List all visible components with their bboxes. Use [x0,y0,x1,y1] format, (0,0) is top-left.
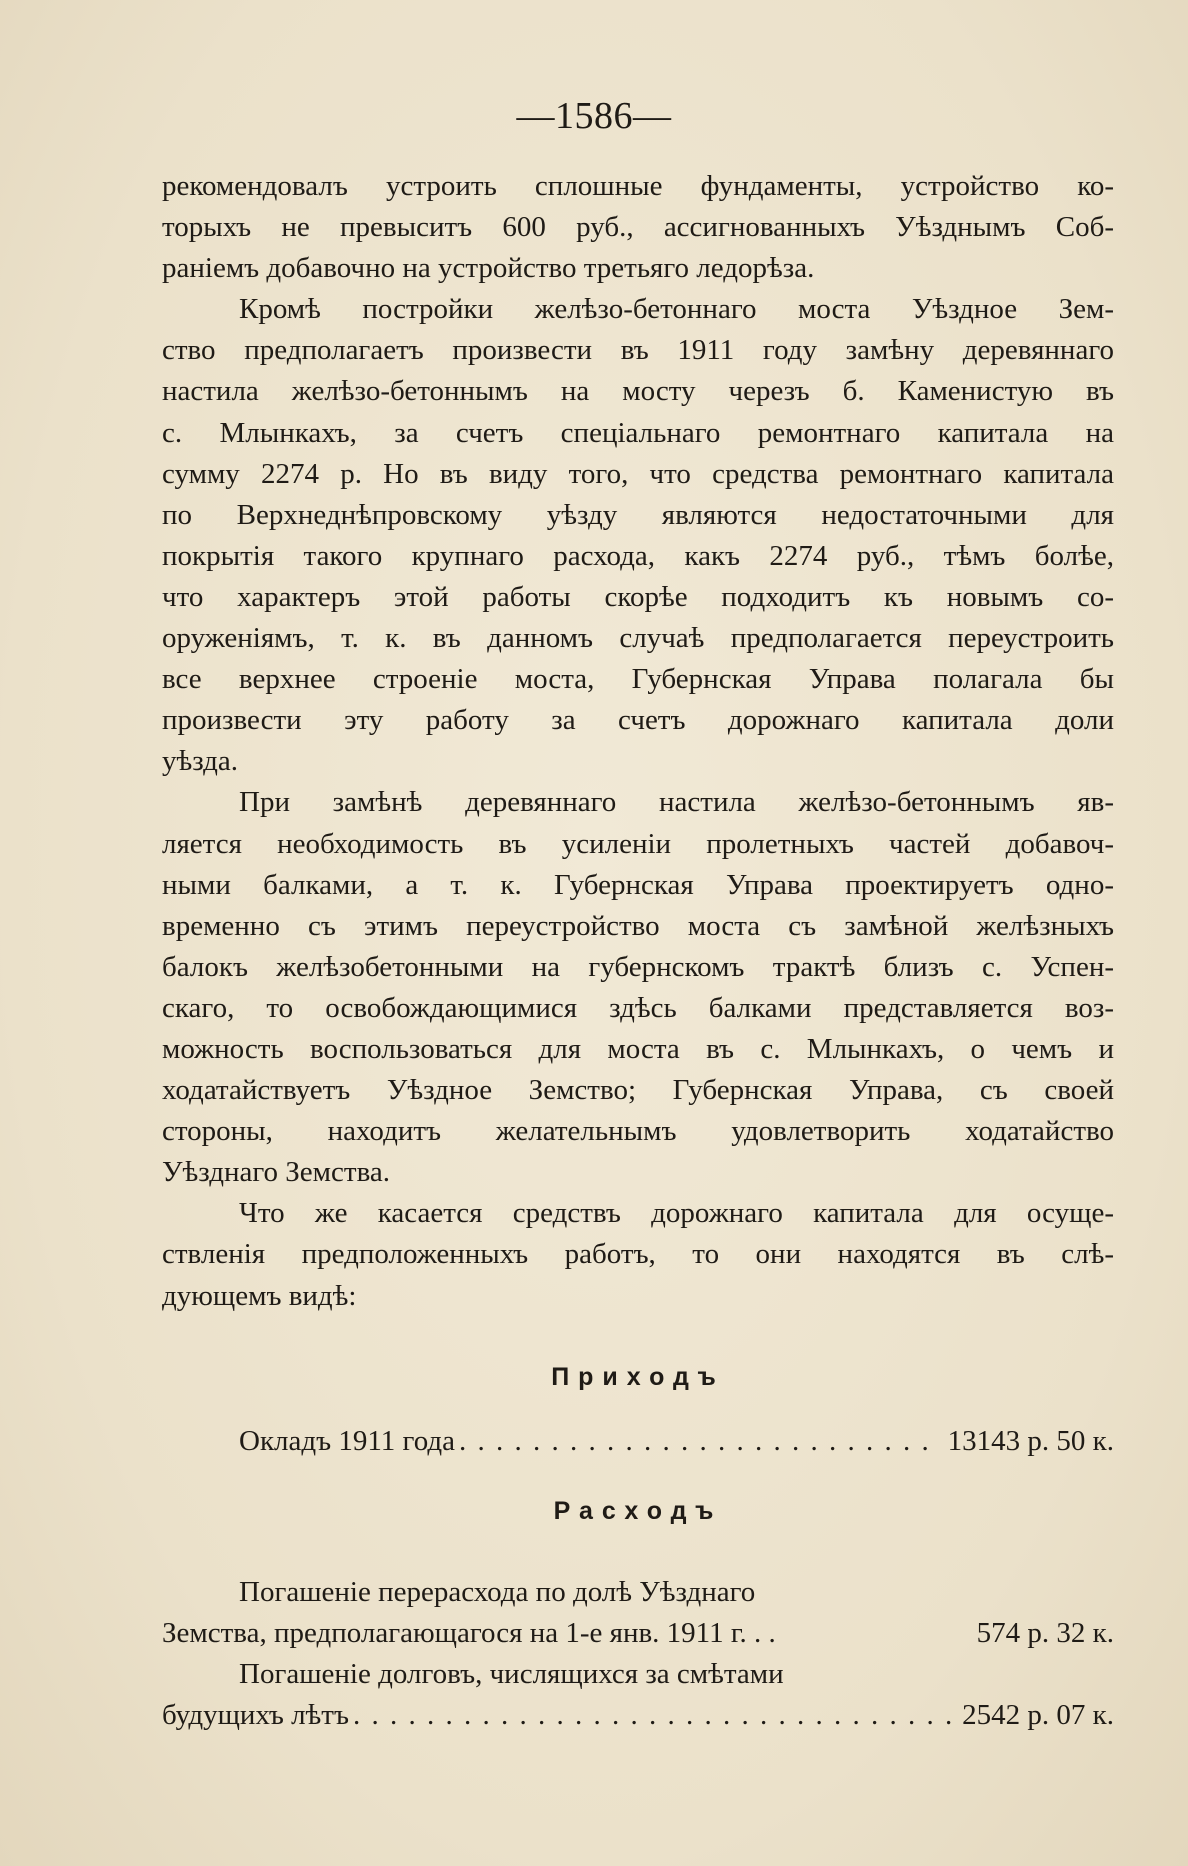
text-line: можность воспользоваться для моста въ с. Млынкахъ, о чемъ и [162,1032,1114,1065]
text-line: Кромѣ постройки желѣзо-бетоннаго моста Уѣздное Зем- [239,293,1114,326]
text-line: сумму 2274 р. Но въ виду того, что средства ремонтнаго капитала [162,457,1114,490]
text-line: ствленія предположенныхъ работъ, то они находятся въ слѣ- [162,1238,1114,1271]
expense-heading: Расходъ [553,1496,723,1525]
income-row-label: Окладъ 1911 года [239,1424,456,1457]
text-line: балокъ желѣзобетонными на губернскомъ трактѣ близъ с. Успен- [162,950,1114,983]
text-line: стороны, находитъ желательнымъ удовлетворить ходатайство [162,1115,1114,1148]
text-line: покрытія такого крупнаго расхода, какъ 2274 руб., тѣмъ болѣе, [162,539,1114,572]
text-line: ляется необходимость въ усиленіи пролетныхъ частей добавоч- [162,827,1114,860]
expense-item-2-amount: 2542 р. 07 к. [962,1699,1114,1732]
expense-item-2-line-2: будущихъ лѣтъ [162,1699,349,1732]
text-line: дующемъ видѣ: [162,1279,357,1312]
text-line: раніемъ добавочно на устройство третьяго ледорѣза. [162,252,815,285]
text-line: скаго, то освобождающимися здѣсь балками представляется воз- [162,991,1114,1024]
text-line: ство предполагаетъ произвести въ 1911 году замѣну деревяннаго [162,334,1114,367]
text-line: торыхъ не превыситъ 600 руб., ассигнованныхъ Уѣзднымъ Соб- [162,211,1114,244]
text-line: все верхнее строеніе моста, Губернская Управа полагала бы [162,663,1114,696]
page-body [162,166,1114,1736]
income-row [162,1421,1114,1462]
expense-item-1-line-2: Земства, предполагающагося на 1-е янв. 1911 г. . . [162,1617,776,1649]
paragraphs [162,166,1114,1317]
text-line: что характеръ этой работы скорѣе подходитъ къ новымъ со- [162,580,1114,613]
expense-item-1-line-1: Погашеніе перерасхода по долѣ Уѣзднаго [239,1575,756,1608]
text-line: Уѣзднаго Земства. [162,1156,391,1189]
text-line: по Верхнеднѣпровскому уѣзду являются недостаточными для [162,498,1114,531]
expense-item-1-amount: 574 р. 32 к. [976,1617,1114,1649]
expense-item-1-row [162,1613,1114,1654]
text-line: Что же касается средствъ дорожнаго капитала для осуще- [239,1197,1114,1230]
dot-leader [455,1421,940,1462]
page-number: —1586— [516,95,672,137]
text-line: настила желѣзо-бетоннымъ на мосту черезъ б. Каменистую въ [162,375,1114,408]
text-line: ными балками, а т. к. Губернская Управа проектируетъ одно- [162,868,1114,901]
dot-leader [349,1695,954,1736]
text-line: временно съ этимъ переустройство моста съ замѣной желѣзныхъ [162,909,1114,942]
text-line: При замѣнѣ деревяннаго настила желѣзо-бетоннымъ яв- [239,786,1114,819]
text-line: оруженіямъ, т. к. въ данномъ случаѣ предполагается переустроить [162,622,1114,655]
text-line: рекомендовалъ устроить сплошные фундаменты, устройство ко- [162,170,1114,202]
income-heading: Приходъ [551,1362,725,1391]
expense-item-2-row [162,1695,1114,1736]
text-line: с. Млынкахъ, за счетъ спеціальнаго ремонтнаго капитала на [162,416,1114,449]
text-line: ходатайствуетъ Уѣздное Земство; Губернская Управа, съ своей [162,1074,1114,1107]
text-line: произвести эту работу за счетъ дорожнаго капитала доли [162,704,1114,737]
text-line: уѣзда. [162,745,239,778]
income-row-amount: 13143 р. 50 к. [947,1424,1114,1457]
expense-item-2-line-1: Погашеніе долговъ, числящихся за смѣтами [239,1658,784,1691]
